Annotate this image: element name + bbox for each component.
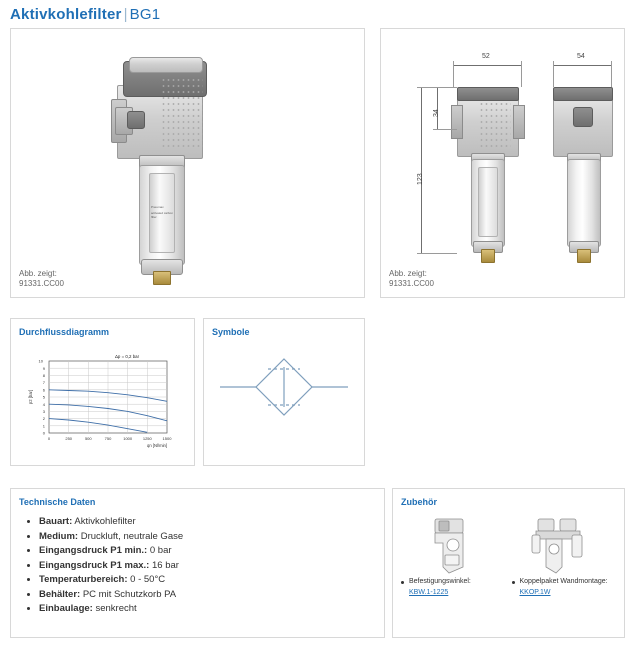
filter-head-grille — [161, 77, 203, 149]
tech-label: Eingangsdruck P1 min.: — [39, 545, 148, 556]
side-drain — [577, 249, 591, 263]
list-item — [39, 544, 183, 559]
dimension-front-view — [451, 71, 523, 271]
photo-caption-line1: Abb. zeigt: — [19, 269, 57, 278]
svg-text:p2 [bar]: p2 [bar] — [28, 389, 33, 405]
side-head-cap — [553, 87, 613, 101]
svg-text:10: 10 — [38, 358, 43, 364]
svg-text:250: 250 — [65, 436, 73, 441]
wall-mount-kit-icon — [516, 515, 620, 577]
page-title-sub: BG1 — [129, 6, 161, 23]
bracket-illustration — [405, 515, 504, 577]
filter-symbol-icon — [214, 347, 354, 427]
dimension-caption-line2: 91331.CC00 — [389, 279, 434, 288]
front-drain — [481, 249, 495, 263]
list-item — [39, 530, 183, 545]
filter-brand-label: Pneumax — [151, 205, 164, 209]
accessory-item-bracket — [399, 515, 510, 598]
dim-ext-side-right — [611, 61, 612, 87]
svg-text:1500: 1500 — [162, 436, 172, 441]
dim-ext-total-top — [417, 87, 457, 88]
dim-ext-front-left — [453, 61, 454, 87]
side-knob — [573, 107, 593, 127]
dimension-caption-line1: Abb. zeigt: — [389, 269, 427, 278]
filter-head-top-plate — [129, 57, 203, 73]
list-item — [39, 588, 183, 603]
dimension-caption — [389, 269, 434, 289]
photo-caption-line2: 91331.CC00 — [19, 279, 64, 288]
svg-text:qn [Nl/min]: qn [Nl/min] — [146, 443, 167, 448]
dim-line-width-side — [553, 65, 611, 66]
flow-diagram-panel — [10, 318, 195, 466]
front-bowl-cartridge — [478, 167, 498, 237]
accessory-label: Befestigungswinkel: — [399, 577, 510, 587]
accessory-item-coupling — [510, 515, 621, 598]
technical-data-panel — [10, 488, 385, 638]
svg-text:1000: 1000 — [123, 436, 133, 441]
tech-label: Eingangsdruck P1 max.: — [39, 559, 150, 571]
symbol-panel — [203, 318, 365, 466]
product-photo-panel — [10, 28, 365, 298]
technical-data-title: Technische Daten — [19, 497, 96, 507]
title-separator: | — [123, 6, 128, 23]
front-outlet-port — [513, 105, 525, 139]
tech-value: Druckluft, neutrale Gase — [80, 530, 184, 542]
svg-text:1: 1 — [42, 423, 45, 429]
list-item — [39, 602, 183, 617]
svg-text:9: 9 — [42, 365, 45, 371]
front-inlet-port — [451, 105, 463, 139]
tech-label: Medium: — [39, 530, 79, 542]
svg-text:1250: 1250 — [142, 436, 152, 441]
filter-type-label: activated carbon filter — [151, 211, 173, 219]
photo-caption — [19, 269, 64, 289]
svg-text:Δp = 0,2 bar: Δp = 0,2 bar — [115, 354, 140, 359]
dimension-drawing-panel — [380, 28, 625, 298]
side-bowl — [567, 159, 601, 247]
svg-text:5: 5 — [42, 394, 45, 400]
page-title — [10, 6, 160, 23]
dim-ext-total-bottom — [417, 253, 457, 254]
svg-text:0: 0 — [47, 436, 51, 441]
svg-text:6: 6 — [42, 387, 45, 393]
accessories-title: Zubehör — [401, 497, 437, 507]
dim-line-head-height — [437, 87, 438, 129]
symbol-panel-title: Symbole — [212, 327, 250, 337]
accessories-columns — [399, 515, 620, 598]
front-head-cap — [457, 87, 519, 101]
symbol-graphic-wrap — [204, 347, 364, 432]
mounting-bracket-icon — [405, 515, 509, 577]
dim-line-total-height — [421, 87, 422, 253]
accessory-link[interactable]: KKOP.1W — [519, 589, 551, 596]
dim-label-width-side: 54 — [577, 53, 585, 60]
tech-label: Bauart: — [39, 516, 73, 527]
dim-label-width-front: 52 — [482, 53, 490, 60]
svg-text:2: 2 — [42, 416, 45, 422]
accessory-link[interactable]: KBW.1-1225 — [409, 589, 449, 596]
dim-label-total-height: 123 — [417, 173, 424, 185]
tech-value: senkrecht — [95, 603, 137, 614]
svg-text:750: 750 — [104, 436, 112, 441]
svg-text:4: 4 — [42, 401, 45, 407]
svg-text:8: 8 — [42, 373, 45, 378]
list-item — [39, 515, 183, 530]
tech-value: Aktivkohlefilter — [74, 516, 136, 527]
page-title-main: Aktivkohlefilter — [10, 6, 122, 23]
tech-label: Temperaturbereich: — [39, 574, 128, 585]
coupling-illustration — [516, 515, 615, 577]
tech-label: Einbaulage: — [39, 603, 93, 614]
svg-text:3: 3 — [42, 409, 45, 414]
list-item — [39, 559, 183, 574]
flow-diagram-chart — [23, 347, 185, 457]
dim-ext-side-left — [553, 61, 554, 87]
flow-diagram-title: Durchflussdiagramm — [19, 327, 110, 337]
accessories-panel — [392, 488, 625, 638]
technical-data-list — [25, 515, 183, 617]
dim-line-width-front — [453, 65, 521, 66]
tech-value: 16 bar — [151, 559, 179, 571]
svg-text:7: 7 — [42, 380, 45, 386]
tech-value: 0 - 50°C — [130, 574, 166, 585]
tech-value: 0 bar — [149, 545, 172, 556]
accessory-label: Koppelpaket Wandmontage: — [510, 577, 621, 587]
front-head-grille — [479, 101, 511, 147]
dimension-side-view — [551, 71, 613, 271]
tech-value: PC mit Schutzkorb PA — [82, 588, 177, 600]
list-item — [39, 573, 183, 588]
svg-text:0: 0 — [42, 430, 45, 436]
dim-ext-head-bottom — [433, 129, 457, 130]
svg-text:500: 500 — [84, 436, 92, 441]
filter-adjust-knob — [127, 111, 145, 129]
product-photo-illustration — [111, 55, 231, 285]
filter-drain — [153, 271, 171, 285]
tech-label: Behälter: — [39, 588, 81, 600]
dim-label-head-height: 34 — [433, 109, 440, 117]
dim-ext-front-right — [521, 61, 522, 87]
